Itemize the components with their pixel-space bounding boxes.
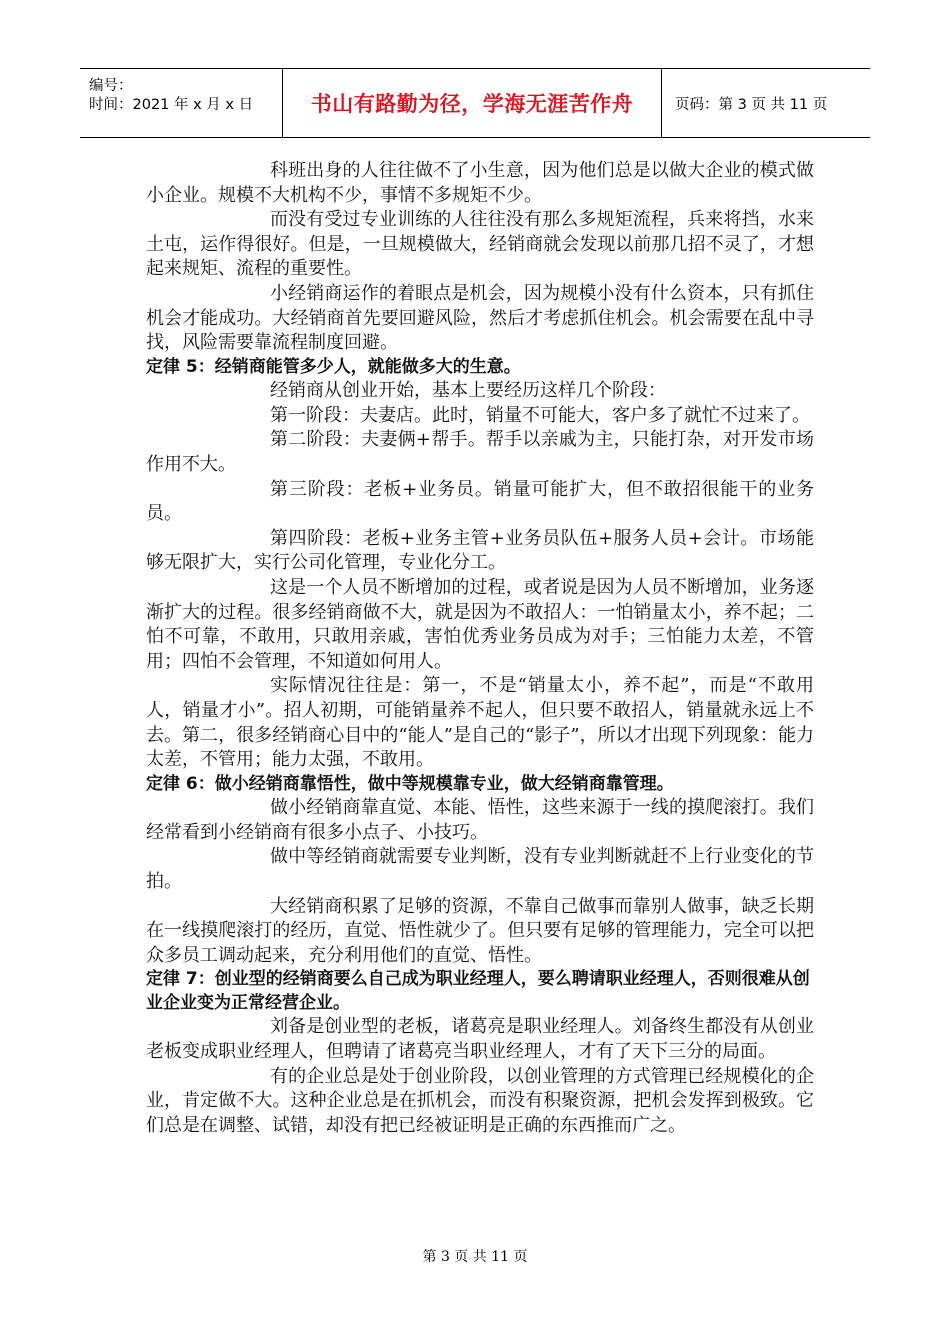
- paragraph: 科班出身的人往往做不了小生意，因为他们总是以做大企业的模式做小企业。规模不大机构不少，事情不多规矩不少。: [146, 160, 814, 206]
- document-body: [146, 159, 814, 1138]
- paragraph: 有的企业总是处于创业阶段，以创业管理的方式管理已经规模化的企业，肯定做不大。这种企业总是在抓机会，而没有积聚资源，把机会发挥到极致。它们总是在调整、试错，却没有把已经被证明是正确的东西推而广之。: [146, 1065, 814, 1136]
- page-footer: 第 3 页 共 11 页: [422, 1249, 528, 1265]
- page-header: [80, 68, 870, 138]
- document-date: 时间：2021 年 x 月 x 日: [89, 97, 254, 113]
- paragraph: 第一阶段：夫妻店。此时，销量不可能大，客户多了就忙不过来了。: [270, 404, 810, 426]
- section-heading: 定律 6：做小经销商靠悟性，做中等规模靠专业，做大经销商靠管理。: [146, 773, 674, 794]
- header-motto: 书山有路勤为径，学海无涯苦作舟: [283, 69, 662, 137]
- page-info-text: 页码：第 3 页 共 11 页: [675, 96, 828, 113]
- section-heading: 定律 5：经销商能管多少人，就能做多大的生意。: [146, 356, 521, 377]
- header-page-info: [662, 69, 870, 137]
- paragraph: 做中等经销商就需要专业判断，没有专业判断就赶不上行业变化的节拍。: [146, 846, 814, 893]
- paragraph: 第四阶段：老板+业务主管+业务员队伍+服务人员+会计。市场能够无限扩大，实行公司化管理，专业化分工。: [146, 527, 814, 574]
- paragraph: 小经销商运作的着眼点是机会，因为规模小没有什么资本，只有抓住机会才能成功。大经销商首先要回避风险，然后才考虑抓住机会。机会需要在乱中寻找，风险需要靠流程制度回避。: [146, 282, 814, 354]
- paragraph: 经销商从创业开始，基本上要经历这样几个阶段：: [270, 380, 666, 402]
- section-heading: 定律 7：创业型的经销商要么自己成为职业经理人，要么聘请职业经理人，否则很难从创业企业变为正常经营企业。: [146, 969, 810, 1013]
- paragraph: 第二阶段：夫妻俩+帮手。帮手以亲戚为主，只能打杂，对开发市场作用不大。: [146, 429, 814, 476]
- document-number: 编号：: [89, 78, 133, 94]
- paragraph: 大经销商积累了足够的资源，不靠自己做事而靠别人做事，缺乏长期在一线摸爬滚打的经历，直觉、悟性就少了。但只要有足够的管理能力，完全可以把众多员工调动起来，充分利用他们的直觉、悟性。: [146, 895, 814, 966]
- paragraph: 而没有受过专业训练的人往往没有那么多规矩流程，兵来将挡，水来土屯，运作得很好。但是，一旦规模做大，经销商就会发现以前那几招不灵了，才想起来规矩、流程的重要性。: [146, 209, 814, 280]
- paragraph: 这是一个人员不断增加的过程，或者说是因为人员不断增加，业务逐渐扩大的过程。很多经销商做不大，就是因为不敢招人：一怕销量太小，养不起；二怕不可靠，不敢用，只敢用亲戚，害怕优秀业务员成为对手；三怕能力太差，不管用；四怕不会管理，不知道如何用人。: [146, 577, 814, 672]
- header-meta: [80, 69, 283, 137]
- paragraph: 做小经销商靠直觉、本能、悟性，这些来源于一线的摸爬滚打。我们经常看到小经销商有很多小点子、小技巧。: [146, 797, 814, 843]
- paragraph: 实际情况往往是：第一，不是“销量太小，养不起”，而是“不敢用人，销量才小”。招人初期，可能销量养不起人，但只要不敢招人，销量就永远上不去。第二，很多经销商心目中的“能人”是自己的“影子”，所以才出现下列现象：能力太差，不管用；能力太强，不敢用。: [146, 675, 814, 771]
- paragraph: 刘备是创业型的老板，诸葛亮是职业经理人。刘备终生都没有从创业老板变成职业经理人，但聘请了诸葛亮当职业经理人，才有了天下三分的局面。: [146, 1016, 814, 1062]
- paragraph: 第三阶段：老板+业务员。销量可能扩大，但不敢招很能干的业务员。: [146, 478, 814, 525]
